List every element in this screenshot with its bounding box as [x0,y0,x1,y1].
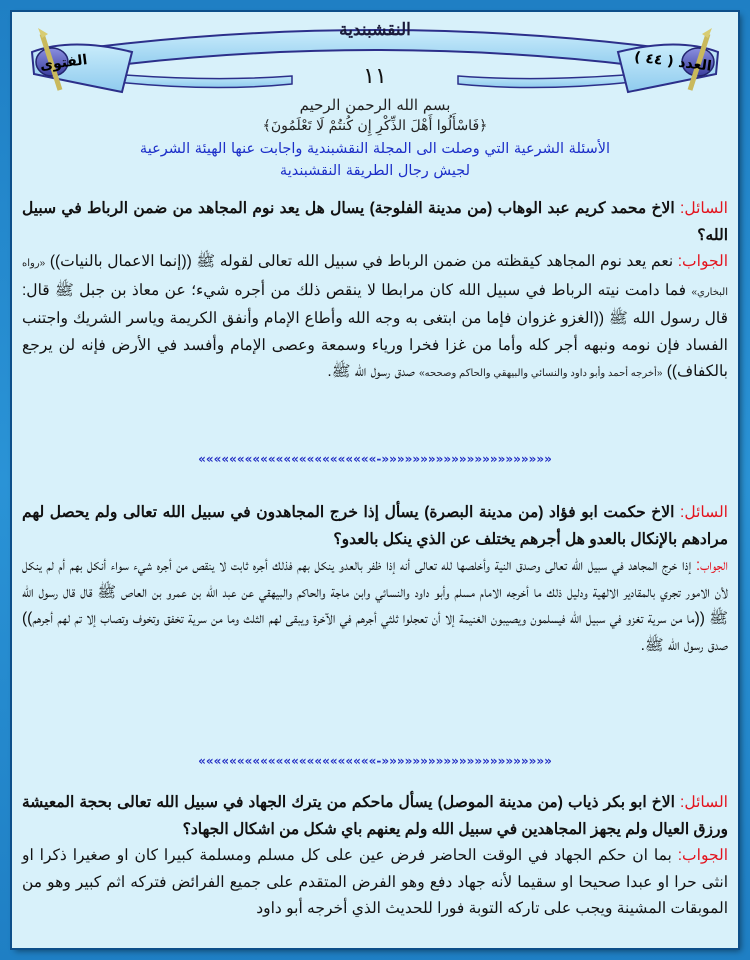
question-1 [22,196,728,249]
intro-line-2: لجيش رجال الطريقة النقشبندية [279,163,471,179]
qa-block-2 [22,500,728,659]
hadith-reference: «رواه البخاري» [22,258,728,298]
qa-block-1 [22,196,728,388]
hadith-reference: «أخرجه أحمد وأبو داود والنسائي والبيهقي والحاكم وصححه» [419,368,663,379]
question-label: السائل: [680,504,728,521]
question-text: الاخ ابو بكر ذياب (من مدينة الموصل) يسأل ماحكم من يترك الجهاد في سبيل الله تعالى بحجة المعيشة ورزق العيال ولم يجهز المجاهدين في سبيل الله ولم يعنهم باي شكل من اشكال الجهاد؟ [22,794,728,838]
answer-text: صدق رسول الله ﷺ. [327,363,420,380]
answer-3 [22,843,728,923]
question-3 [22,790,728,843]
intro-heading [32,138,718,182]
qa-block-3 [22,790,728,923]
basmala: بسم الله الرحمن الرحيم [299,96,451,114]
question-label: السائل: [680,794,728,811]
section-label: الفتوى [39,52,89,74]
intro-line-1: الأسئلة الشرعية التي وصلت الى المجلة النقشبندية واجابت عنها الهيئة الشرعية [139,141,611,157]
quran-verse: ﴿فَاسْأَلُوا أَهْلَ الذِّكْرِ إِن كُنتُمْ لَا تَعْلَمُونَ﴾ [262,118,488,134]
question-text: الاخ محمد كريم عبد الوهاب (من مدينة الفلوجة) يسال هل يعد نوم المجاهد من ضمن الرباط في سبيل الله؟ [22,200,728,244]
answer-label: الجواب: [677,847,728,864]
question-label: السائل: [680,200,728,217]
answer-1 [22,249,728,388]
answer-text: نعم يعد نوم المجاهد كيقظته من ضمن الرباط في سبيل الله تعالى لقوله ﷺ ((إنما الاعمال بالنيات)) [45,253,678,270]
answer-label: الجواب: [677,253,728,270]
section-separator: «««««««««««««««««««««««-»»»»»»»»»»»»»»»»»»»»»» [198,452,552,466]
answer-text: إذا خرج المجاهد في سبيل الله تعالى وصدق النية وأخلصها لله تعالى أنه إذا ظفر بالعدو ينكل بهم فذلك أجره ثابت لا ينقص من أجره شيء سواء أنكل بهم أم لم ينكل لأن الامور تجري بالمقادير الالهية ودليل ذلك ما أخرجه الامام مسلم وأبو داود والنسائي وابن ماجة والحاكم والبيهقي عن عبد الله بن عمرو بن العاص ﷺ قال قال رسول الله ﷺ ((ما من سرية تغزو في سبيل الله فيسلمون ويصيبون الغنيمة إلا أن تعجلوا ثلثي أجرهم في الآخرة ويبقى لهم الثلث وما من سرية تخفق وتخوف وتصاب إلا تم لهم أجرهم)) صدق رسول الله ﷺ. [22,557,728,654]
question-2 [22,500,728,553]
answer-2 [22,553,728,659]
question-text: الاخ حكمت ابو فؤاد (من مدينة البصرة) يسأل إذا خرج المجاهدون في سبيل الله تعالى ولم يحصل لهم مرادهم بالإنكال بالعدو هل أجرهم يختلف عن الذي ينكل بالعدو؟ [22,504,728,548]
answer-text: بما ان حكم الجهاد في الوقت الحاضر فرض عين على كل مسلم ومسلمة كبيرا كان او صغيرا ذكرا او انثى حرا او عبدا صحيحا او سقيما لأنه جهاد دفع وهو الفرض المتقدم على جميع الفرائض فتركه اثم كبير وهو من الموبقات المشينة ويجب على تاركه التوبة فورا للحديث الذي أخرجه أبو داود [22,847,728,917]
page-frame [12,12,738,948]
magazine-title: النقشبندية [339,20,411,40]
header-banner [12,12,738,102]
answer-text: فما دامت نيته الرباط في سبيل الله كان مرابطا لا ينقص ذلك من أجره شيء؛ عن معاذ بن جبل ﷺ قال: قال رسول الله ﷺ ((الغزو غزوان فإما من ابتغى به وجه الله وأطاع الإمام وأنفق الكريمة وياسر الشريك واجتنب الفساد فإن نومه ونبهه أجر كله وأما من غزا فخرا ورياء وسمعة وعصى الإمام وأفسد في الأرض فإنه لن يرجع بالكفاف)) [22,281,728,380]
page-number: ١١ [363,64,387,89]
section-separator: «««««««««««««««««««««««-»»»»»»»»»»»»»»»»»»»»»» [198,754,552,768]
issue-label: العدد ( ٤٤ ) [633,49,713,75]
answer-label: الجواب: [695,557,728,574]
